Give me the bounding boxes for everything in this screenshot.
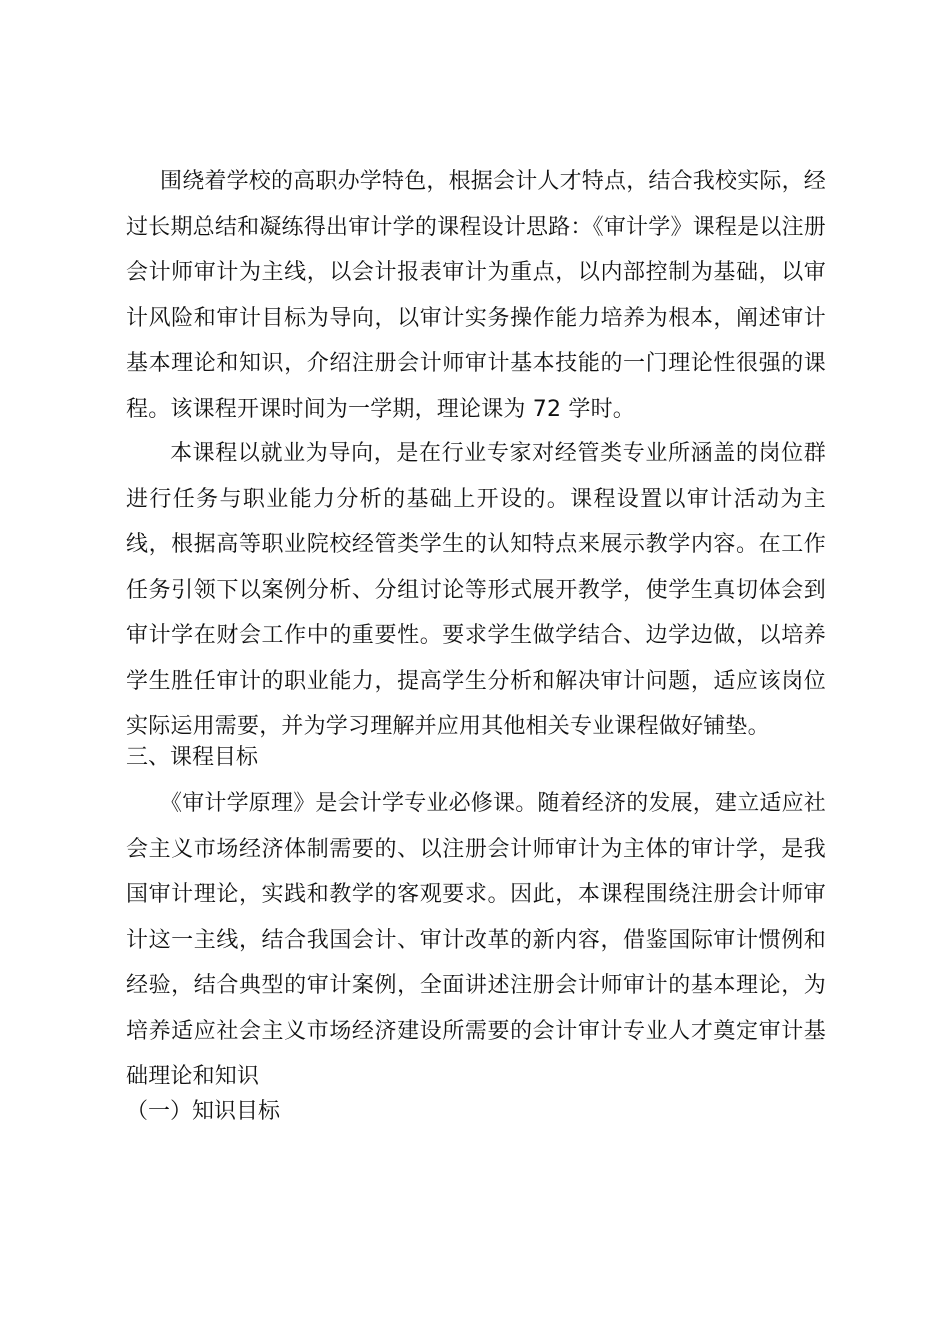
paragraph-course-design: 围绕着学校的高职办学特色，根据会计人才特点，结合我校实际，经过长期总结和凝练得出审计学的课程设计思路：《审计学》课程是以注册会计师审计为主线，以会计报表审计为重点，以内部控制为基础，以审计风险和审计目标为导向，以审计实务操作能力培养为根本，阐述审计基本理论和知识，介绍注册会计师审计基本技能的一门理论性很强的课程。该课程开课时间为一学期，理论课为 72 学时。 (126, 169, 827, 422)
section-heading-course-objectives: 三、课程目标 (126, 745, 259, 770)
subsection-heading-knowledge-objectives: （一）知识目标 (126, 1099, 281, 1124)
paragraph-employment-orientation: 本课程以就业为导向，是在行业专家对经管类专业所涵盖的岗位群进行任务与职业能力分析的基础上开设的。课程设置以审计活动为主线，根据高等职业院校经管类学生的认知特点来展示教学内容。在工作任务引领下以案例分析、分组讨论等形式展开教学，使学生真切体会到审计学在财会工作中的重要性。要求学生做学结合、边学边做，以培养学生胜任审计的职业能力，提高学生分析和解决审计问题，适应该岗位实际运用需要，并为学习理解并应用其他相关专业课程做好铺垫。 (126, 441, 826, 739)
paragraph-course-objectives: 《审计学原理》是会计学专业必修课。随着经济的发展，建立适应社会主义市场经济体制需要的、以注册会计师审计为主体的审计学，是我国审计理论，实践和教学的客观要求。因此，本课程围绕注册会计师审计这一主线，结合我国会计、审计改革的新内容，借鉴国际审计惯例和经验，结合典型的审计案例，全面讲述注册会计师审计的基本理论，为培养适应社会主义市场经济建设所需要的会计审计专业人才奠定审计基础理论和知识 (126, 791, 827, 1089)
